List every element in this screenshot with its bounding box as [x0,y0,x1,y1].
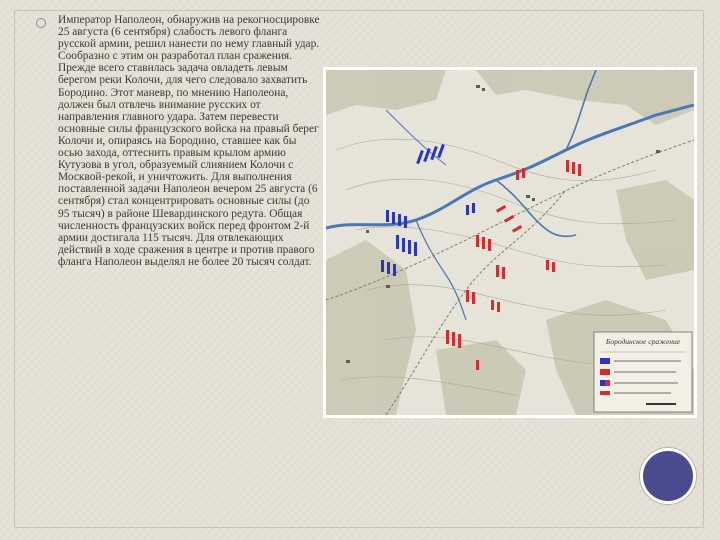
battle-map-svg [326,70,694,415]
decorative-circle [640,448,696,504]
body-paragraph: Император Наполеон, обнаружив на рекогносцировке 25 августа (6 сентября) слабость левого фланга русской армии, решил нанести по нему главный удар. Сообразно с этим он разработал план сражения. Прежде всего ставилась задача овладеть левым берегом реки Колочи, для чего следовало захватить Бородино. Этот маневр, по мнению Наполеона, должен был отвлечь внимание русских от направления главного удара. Затем перевести основные силы французского войска на правый берег Колочи и, опираясь на Бородино, ставшее как бы осью захода, оттеснить правым крылом армию Кутузова в угол, образуемый слиянием Колочи с Москвой-рекой, и уничтожить. Для выполнения поставленной задачи Наполеон вечером 25 августа (6 сентября) стал концентрировать основные силы (до 95 тысяч) в районе Шевардинского редута. Общая численность французских войск перед фронтом 2-й армии достигала 115 тысяч. Для отвлекающих действий в ходе сражения в центре и против правого фланга Наполеон выделял не более 20 тысяч солдат. [58,14,320,268]
map-legend [594,332,692,412]
battle-map [323,67,697,418]
legend-title: Бородинское сражение [605,337,681,346]
bullet-circle-icon [36,18,46,28]
